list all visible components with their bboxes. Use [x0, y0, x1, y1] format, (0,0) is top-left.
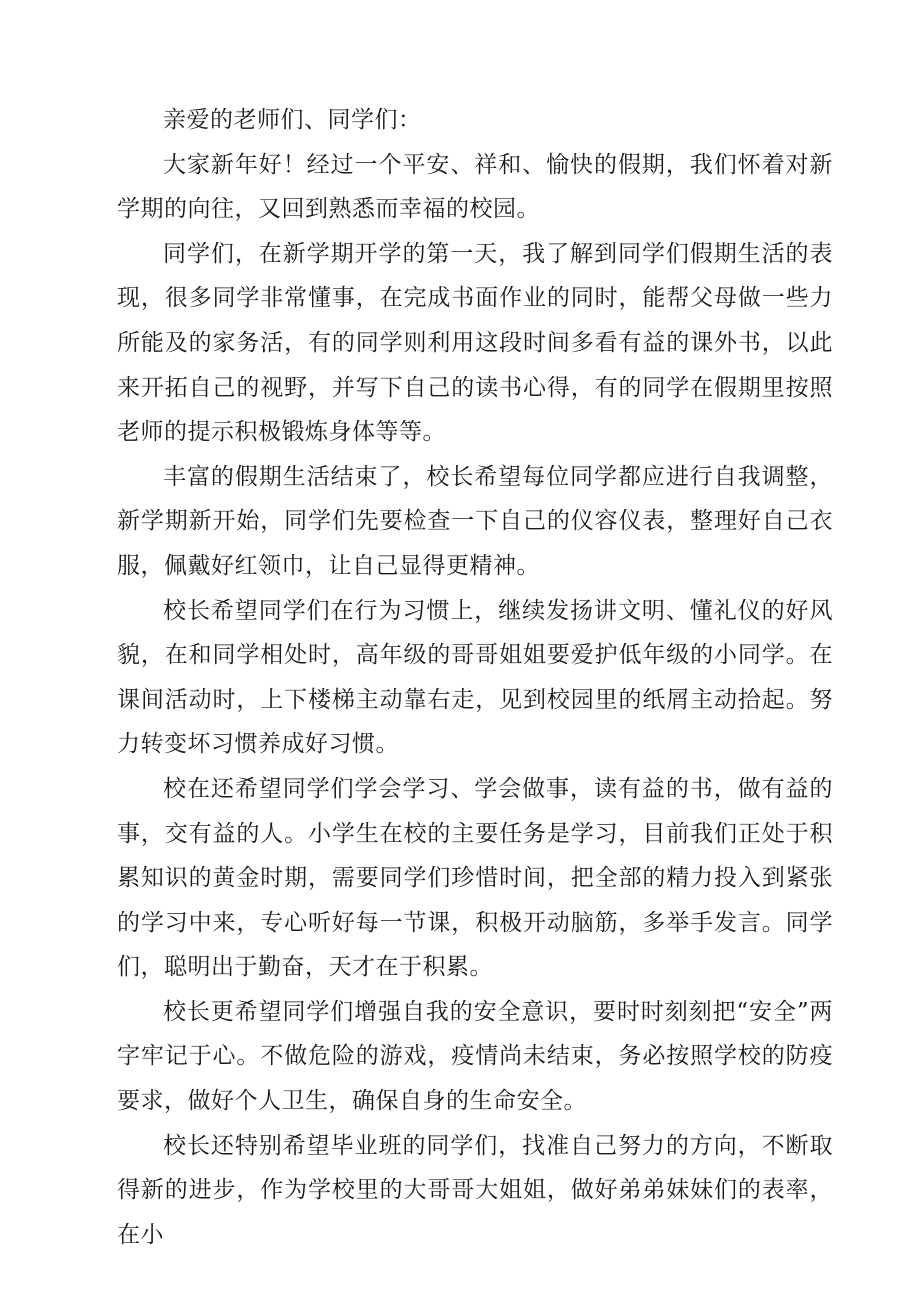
paragraph: 丰富的假期生活结束了，校长希望每位同学都应进行自我调整，新学期新开始，同学们先要检查一下自己的仪容仪表，整理好自己衣服，佩戴好红领巾，让自己显得更精神。 — [117, 463, 833, 579]
paragraph: 校在还希望同学们学会学习、学会做事，读有益的书，做有益的事，交有益的人。小学生在校的主要任务是学习，目前我们正处于积累知识的黄金时期，需要同学们珍惜时间，把全部的精力投入到紧张的学习中来，专心听好每一节课，积极开动脑筋，多举手发言。同学们，聪明出于勤奋，天才在于积累。 — [117, 775, 833, 981]
paragraph: 同学们，在新学期开学的第一天，我了解到同学们假期生活的表现，很多同学非常懂事，在完成书面作业的同时，能帮父母做一些力所能及的家务活，有的同学则利用这段时间多看有益的课外书，以此来开拓自己的视野，并写下自己的读书心得，有的同学在假期里按照老师的提示积极锻炼身体等等。 — [117, 240, 833, 446]
paragraph: 校长还特别希望毕业班的同学们，找准自己努力的方向，不断取得新的进步，作为学校里的大哥哥大姐姐，做好弟弟妹妹们的表率，在小 — [117, 1132, 833, 1248]
document-body — [117, 98, 833, 1257]
greeting: 亲爱的老师们、同学们： — [163, 107, 422, 133]
paragraph: 校长希望同学们在行为习惯上，继续发扬讲文明、懂礼仪的好风貌，在和同学相处时，高年级的哥哥姐姐要爱护低年级的小同学。在课间活动时，上下楼梯主动靠右走，见到校园里的纸屑主动拾起。努力转变坏习惯养成好习惯。 — [117, 597, 833, 758]
paragraph: 校长更希望同学们增强自我的安全意识，要时时刻刻把“安全”两字牢记于心。不做危险的游戏，疫情尚未结束，务必按照学校的防疫要求，做好个人卫生，确保自身的生命安全。 — [117, 998, 833, 1115]
paragraph: 大家新年好！经过一个平安、祥和、愉快的假期，我们怀着对新学期的向往，又回到熟悉而幸福的校园。 — [117, 151, 833, 223]
